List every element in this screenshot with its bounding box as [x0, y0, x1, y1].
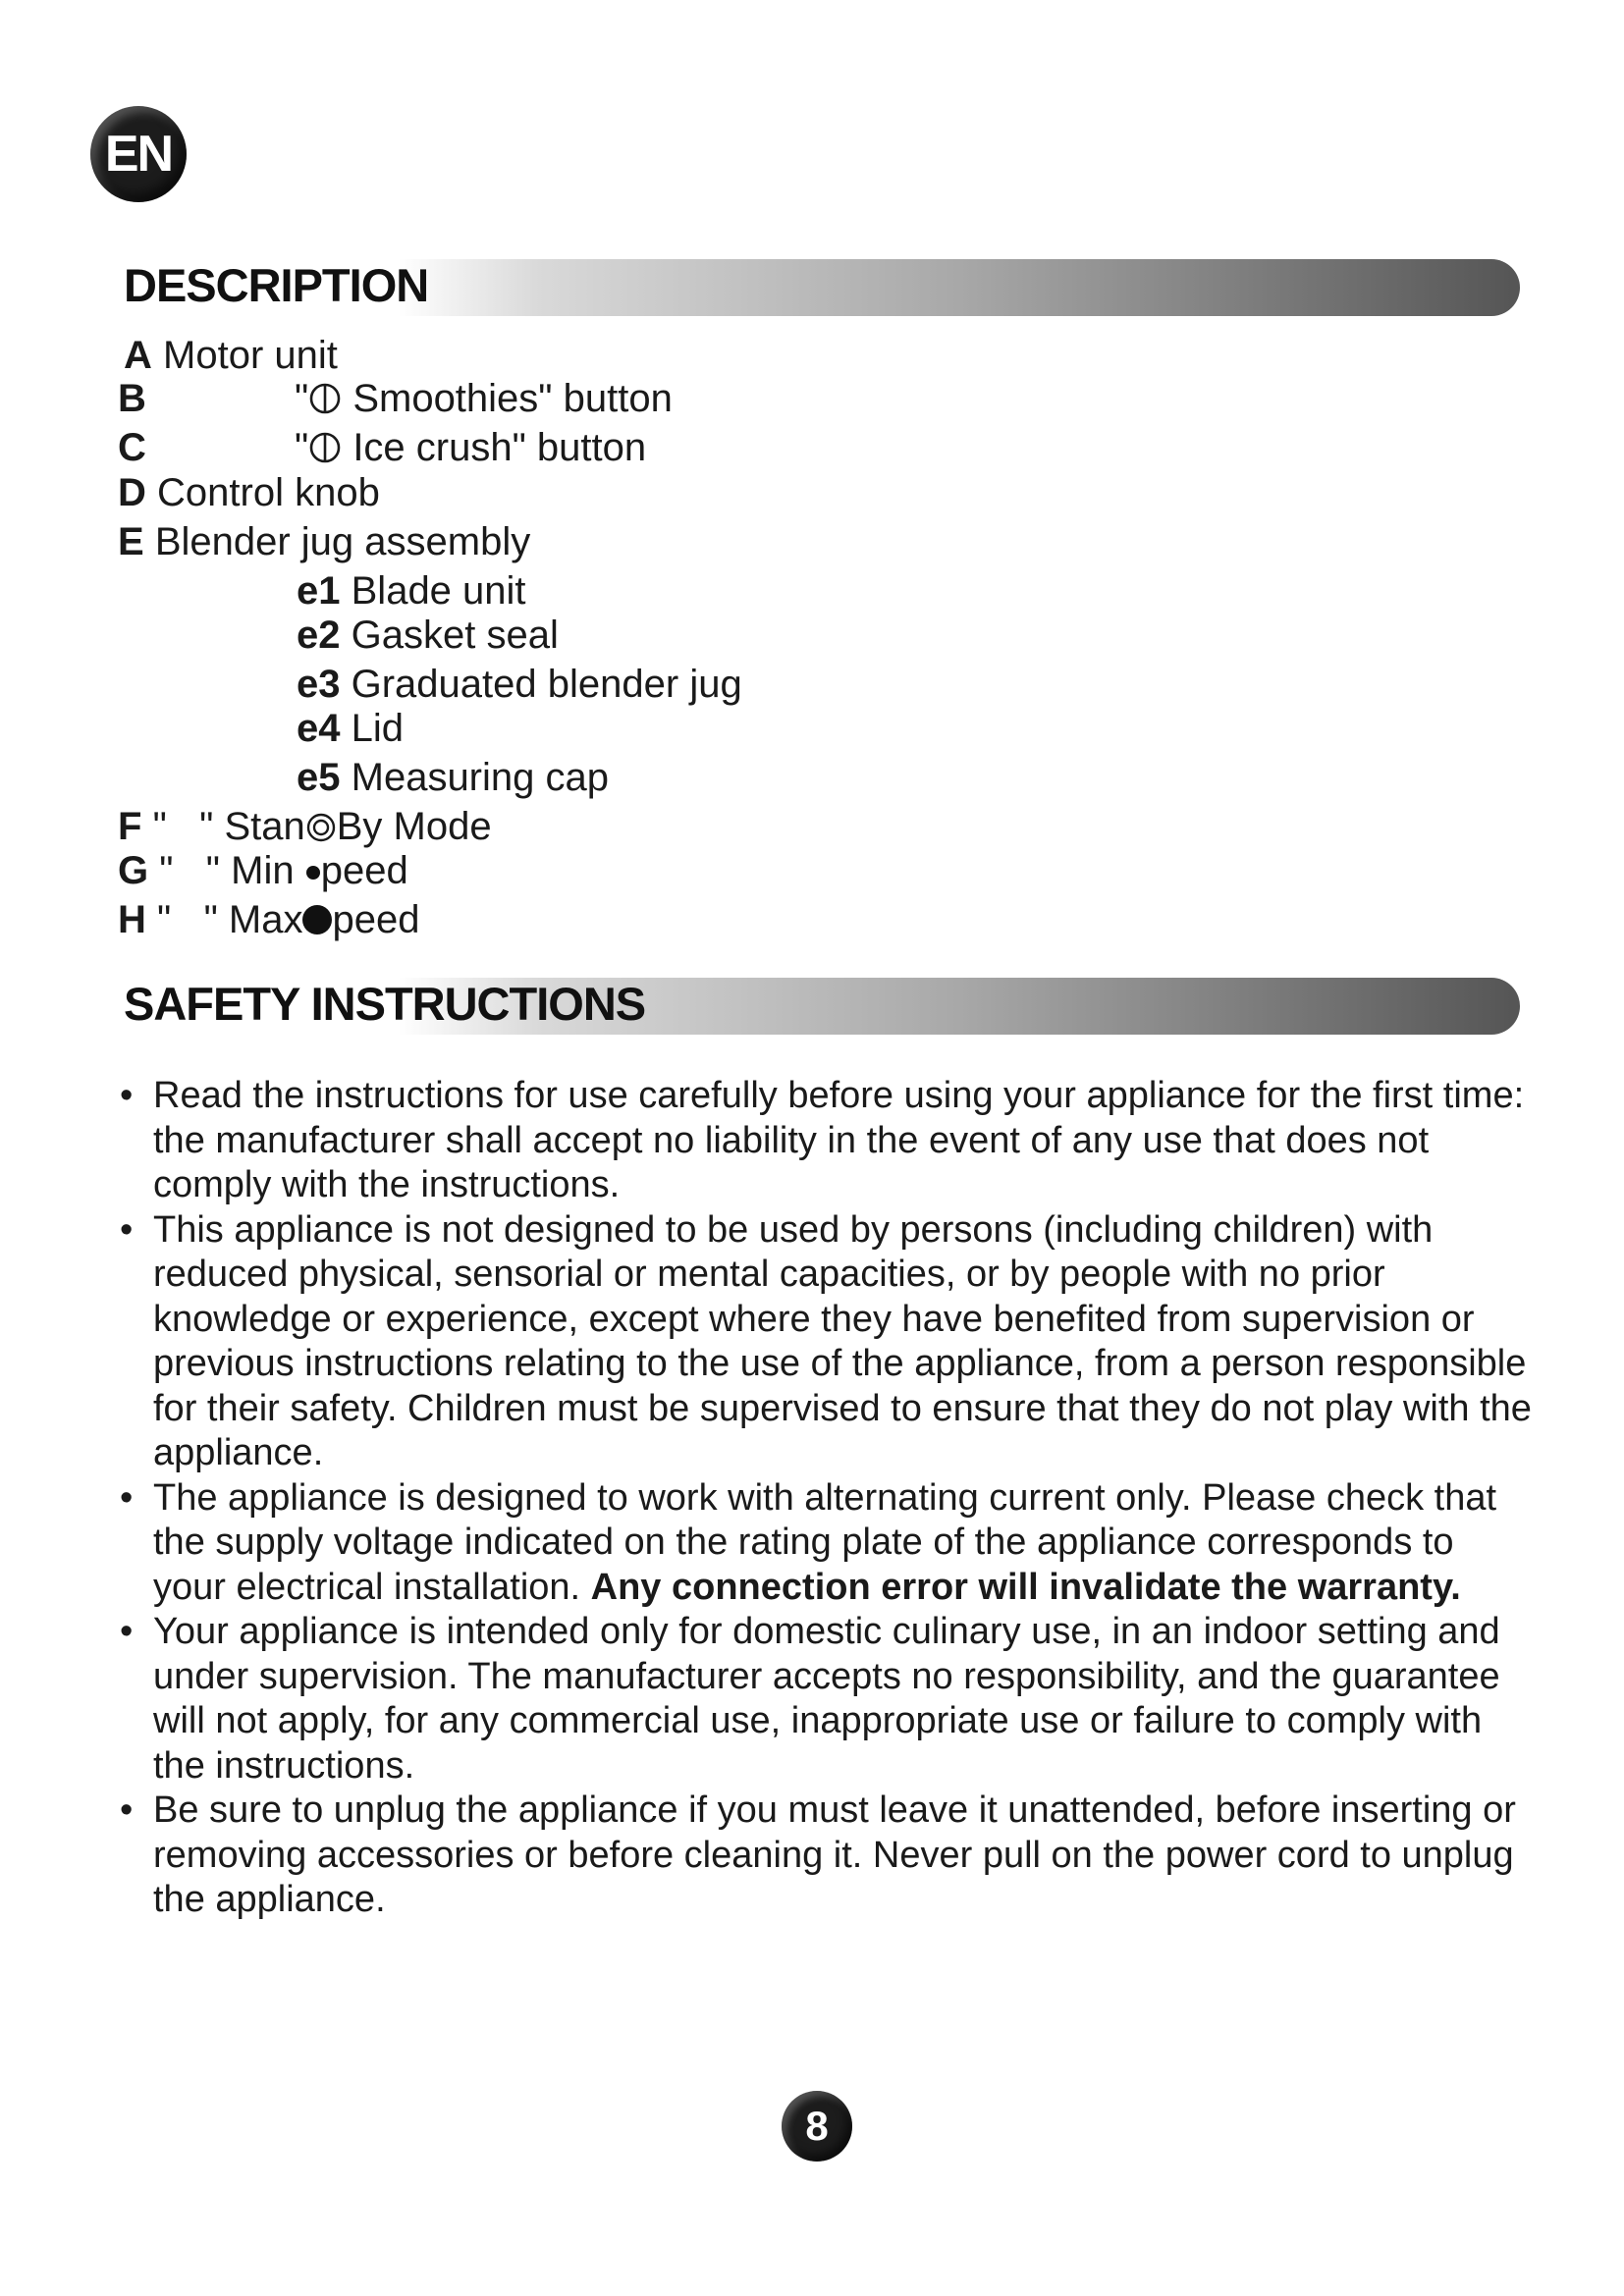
mode-text-a: Stan [224, 805, 305, 848]
desc-letter: H [118, 898, 146, 941]
sub-text: Measuring cap [351, 756, 609, 799]
desc-text: Blender jug assembly [154, 520, 531, 563]
description-title: DESCRIPTION [124, 259, 429, 311]
sub-text: Graduated blender jug [351, 663, 742, 706]
mode-text-b: peed [320, 849, 408, 892]
quote-mark: " [159, 849, 174, 892]
bullet-text: This appliance is not designed to be used by persons (including children) with reduced physical, sensorial or mental capacities, or by people with no prior knowledge or experience, except where they have benefited from supervision or previous instructions relating to the use of the appliance, from a person responsible for their safety. Children must be supervised to ensure that they do not play with the appliance. [153, 1208, 1532, 1473]
mode-text-b: peed [332, 898, 420, 941]
power-icon [308, 382, 342, 415]
desc-item-c [118, 428, 146, 467]
safety-bullet [120, 1074, 1534, 1208]
quote-mark: " [295, 377, 309, 420]
language-badge: EN [90, 106, 187, 202]
bullet-bold-text: Any connection error will invalidate the warranty. [590, 1566, 1461, 1608]
desc-sub-e5 [297, 758, 609, 797]
quote-mark: " [152, 805, 167, 848]
safety-bullet-list [120, 1074, 1534, 1923]
desc-text: Smoothies" button [342, 377, 673, 420]
min-speed-icon [306, 866, 320, 880]
desc-sub-e4 [297, 709, 404, 748]
power-icon [308, 431, 342, 464]
bullet-text: Your appliance is intended only for domestic culinary use, in an indoor setting and under supervision. The manufacturer accepts no responsibility, and the guarantee will not apply, for any commercial use, inappropriate use or failure to comply with the instructions. [153, 1611, 1500, 1787]
desc-text: Motor unit [163, 334, 338, 377]
desc-item-e [118, 522, 530, 561]
bullet-text: Be sure to unplug the appliance if you must leave it unattended, before inserting or removing accessories or before cleaning it. Never pull on the power cord to unplug the appliance. [153, 1789, 1516, 1920]
desc-text: Control knob [157, 471, 380, 514]
desc-letter: A [124, 334, 152, 377]
desc-letter: E [118, 520, 144, 563]
mode-text-a: Max [228, 898, 303, 941]
sub-code: e1 [297, 569, 341, 613]
bullet-text: The appliance is designed to work with alternating current only. Please check that the supply voltage indicated on the rating plate of the appliance corresponds to your electrical installation. [153, 1476, 1497, 1608]
desc-sub-e3 [297, 665, 742, 704]
desc-sub-e1 [297, 571, 526, 611]
sub-text: Lid [351, 707, 405, 750]
desc-letter: C [118, 426, 146, 469]
desc-letter: D [118, 471, 146, 514]
sub-text: Blade unit [351, 569, 526, 613]
mode-text-b: By Mode [336, 805, 492, 848]
safety-bullet [120, 1208, 1534, 1476]
mode-text-a: Min [231, 849, 305, 892]
quote-mark: " [157, 898, 172, 941]
quote-mark: " [199, 805, 214, 848]
desc-mode-f [118, 807, 492, 846]
quote-mark: " [203, 898, 218, 941]
sub-code: e2 [297, 614, 341, 657]
desc-letter: F [118, 805, 142, 848]
desc-item-d [118, 473, 380, 512]
desc-mode-g [118, 851, 408, 890]
safety-bullet [120, 1789, 1534, 1923]
desc-mode-h [118, 900, 419, 939]
standby-icon [305, 812, 337, 843]
desc-item-b [118, 379, 146, 418]
quote-mark: " [295, 426, 309, 469]
page-number: 8 [782, 2091, 852, 2162]
desc-sub-e2 [297, 615, 559, 655]
sub-code: e5 [297, 756, 341, 799]
quote-mark: " [205, 849, 220, 892]
sub-code: e4 [297, 707, 341, 750]
desc-letter: B [118, 377, 146, 420]
bullet-text: Read the instructions for use carefully before using your appliance for the first time: the manufacturer shall accept no liability in the event of any use that does not comply with the instructions. [153, 1075, 1525, 1205]
desc-item-a [124, 336, 338, 375]
safety-bullet [120, 1476, 1534, 1611]
sub-code: e3 [297, 663, 341, 706]
safety-bullet [120, 1610, 1534, 1789]
desc-text: Ice crush" button [342, 426, 647, 469]
sub-text: Gasket seal [351, 614, 559, 657]
desc-item-b-label [295, 379, 673, 418]
safety-title: SAFETY INSTRUCTIONS [124, 978, 646, 1030]
max-speed-icon [302, 905, 332, 934]
desc-item-c-label [295, 428, 646, 467]
desc-letter: G [118, 849, 149, 892]
